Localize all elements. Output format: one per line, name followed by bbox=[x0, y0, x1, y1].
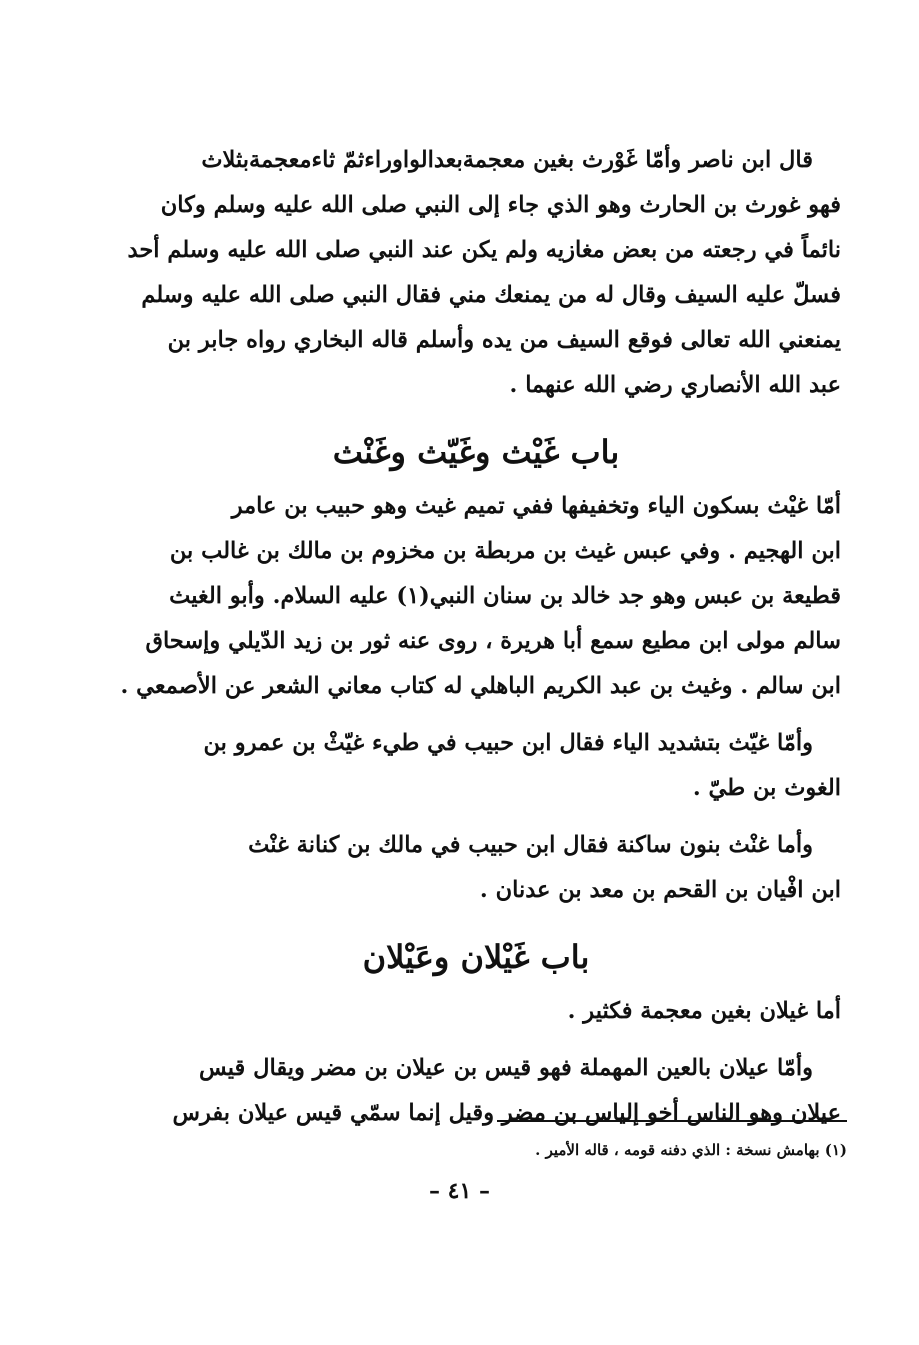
paragraph-ghaylan bbox=[111, 989, 841, 1034]
text-line: وأما غنْث بنون ساكنة فقال ابن حبيب في مالك بن كنانة غنْث bbox=[248, 832, 813, 858]
text-line: فهو غورث بن الحارث وهو الذي جاء إلى النبي صلى الله عليه وسلم وكان bbox=[160, 192, 841, 218]
text-line: وأمّا عيلان بالعين المهملة فهو قيس بن عيلان بن مضر ويقال قيس bbox=[199, 1055, 813, 1081]
text-line: وأمّا غيّث بتشديد الياء فقال ابن حبيب في طيء غيّثْ بن عمرو بن bbox=[203, 730, 813, 756]
text-line: عبد الله الأنصاري رضي الله عنهما . bbox=[509, 372, 841, 398]
text-line: قال ابن ناصر وأمّا غَوْرث بغين معجمةبعدالواوراءثمّ ثاءمعجمةبثلاث bbox=[201, 147, 813, 173]
text-line: ابن الهجيم . وفي عبس غيث بن مربطة بن مخزوم بن مالك بن غالب بن bbox=[169, 538, 841, 564]
text-line: ابن افْيان بن القحم بن معد بن عدنان . bbox=[479, 877, 841, 903]
paragraph-ghanth bbox=[111, 823, 841, 913]
text-line: يمنعني الله تعالى فوقع السيف من يده وأسلم قاله البخاري رواه جابر بن bbox=[167, 327, 841, 353]
section-heading-ghaylan: باب غَيْلان وعَيْلان bbox=[362, 938, 590, 976]
page-number: – ٤١ – bbox=[429, 1178, 490, 1204]
text-line: أما غيلان بغين معجمة فكثير . bbox=[567, 998, 841, 1024]
text-line: الغوث بن طيّ . bbox=[692, 775, 841, 801]
text-line: نائماً في رجعته من بعض مغازيه ولم يكن عند النبي صلى الله عليه وسلم أحد bbox=[127, 237, 841, 263]
text-line: أمّا غيْث بسكون الياء وتخفيفها ففي تميم غيث وهو حبيب بن عامر bbox=[231, 493, 841, 519]
main-text bbox=[111, 138, 841, 1136]
text-line: قطيعة بن عبس وهو جد خالد بن سنان النبي(١) عليه السلام. وأبو الغيث bbox=[169, 583, 841, 609]
footnote-divider bbox=[497, 1120, 847, 1122]
section-heading-ghayth: باب غَيْث وغَيّث وغَنْث bbox=[332, 433, 620, 471]
paragraph-ghayth bbox=[111, 484, 841, 709]
text-line: عيلان وهو الناس أخو إلياس بن مضر وقيل إنما سمّي قيس عيلان بفرس bbox=[172, 1100, 841, 1126]
footnote: (١) بهامش نسخة : الذي دفنه قومه ، قاله الأمير . bbox=[535, 1141, 847, 1159]
paragraph-ghawrath bbox=[111, 138, 841, 408]
paragraph-aylan bbox=[111, 1046, 841, 1136]
text-line: سالم مولى ابن مطيع سمع أبا هريرة ، روى عنه ثور بن زيد الدّيلي وإسحاق bbox=[145, 628, 841, 654]
text-line: ابن سالم . وغيث بن عبد الكريم الباهلي له كتاب معاني الشعر عن الأصمعي . bbox=[120, 673, 841, 699]
paragraph-ghayyith bbox=[111, 721, 841, 811]
text-line: فسلّ عليه السيف وقال له من يمنعك مني فقال النبي صلى الله عليه وسلم bbox=[141, 282, 841, 308]
